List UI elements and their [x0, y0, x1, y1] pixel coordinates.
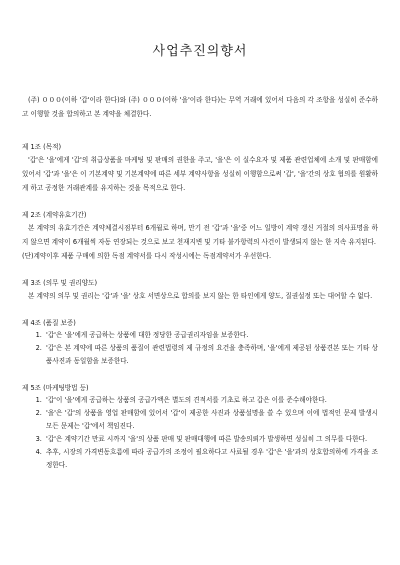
list-item: 2. '갑'은 본 계약에 따른 상품의 품질이 관련법령의 제 규정의 요건을 충족하며, '을'에게 제공된 상품견본 또는 기타 상품사진과 동일함을 보증한다.: [44, 342, 378, 368]
article-4: [22, 317, 378, 368]
article-1: [22, 141, 378, 195]
article-4-title: 제 4조 (품질 보증): [22, 319, 76, 327]
document-title: 사업추진의향서: [152, 44, 248, 59]
list-item: 2. '을'은 '갑'의 상품을 영업 판매함에 있어서 '갑'이 제공한 사진과 상품설명을 쓸 수 있으며 이에 법적인 문제 발생시 모든 문제는 '갑'에서 책임진다.: [44, 407, 378, 433]
article-4-list: [22, 329, 378, 368]
list-item: 3. '갑'은 계약기간 만료 시까지 '을'의 상품 판매 및 판매대행에 따른 발송의뢰가 발생하면 성실히 그 의무를 다한다.: [44, 433, 378, 446]
article-5-list: [22, 394, 378, 472]
article-2: [22, 209, 378, 263]
article-2-body: 본 계약의 유효기간은 계약체결시점부터 6개월로 하며, 만기 전 '갑'과 '을'중 어느 일방이 계약 갱신 거절의 의사표명을 하지 않으면 계약이 6개월씩 자동 연장되는 것으로 보고 천재지변 및 기타 불가항력의 사건이 발생되지 않는 한 지속 유지된다.: [22, 224, 378, 246]
article-1-title: 제 1조 (목적): [22, 143, 62, 151]
article-3: [22, 277, 378, 303]
list-item: 1. '갑'이 '을'에게 공급하는 상품의 공급가액은 별도의 견적서를 기초로 하고 갑은 이를 준수해야한다.: [44, 394, 378, 407]
article-3-title: 제 3조 (의무 및 권리양도): [22, 279, 98, 287]
article-3-body: 본 계약의 의무 및 권리는 '갑'과 '을' 상호 서면상으로 합의를 보지 않는 한 타인에게 양도, 질권설정 또는 대여할 수 없다.: [28, 292, 373, 300]
list-item: 4. 추후, 시장의 가격변동흐름에 따라 공급가의 조정이 필요하다고 사료될 경우 '갑'은 '을'과의 상호합의하에 가격을 조정한다.: [44, 446, 378, 472]
intro-paragraph: (주) ０００(이하 '갑'이라 한다)와 (주) ０００(이하 '을'이라 한다)는 무역 거래에 있어서 다음의 각 조항을 성실히 준수하고 이행할 것을 합의하고 본 계약을 체결한다.: [22, 96, 378, 118]
list-item: 1. '갑'은 '을'에게 공급하는 상품에 대한 정당한 공급권리자임을 보증한다.: [44, 329, 378, 342]
article-1-body: '갑'은 '을'에게 '갑'의 취급상품을 마케팅 및 판매의 권한을 주고, '을'은 이 실수요자 및 제품 관련업체에 소개 및 판매함에 있어서 '갑'과 '을'은 이 기본계약 및 기본계약에 따른 세부 계약사항을 성실히 이행함으로써 '갑', '을'간의 상호 협의를 원활하게 하고 공정한 거래관계를 유지하는 것을 목적으로 한다.: [22, 156, 378, 192]
article-2-title: 제 2조 (계약유효기간): [22, 211, 87, 219]
article-5: [22, 382, 378, 472]
article-5-title: 제 5조 (마케팅방법 등): [22, 384, 89, 392]
article-2-note: (단)계약이후 제품 구매에 의한 독점 계약서를 다시 작성시에는 독점계약서가 우선한다.: [22, 252, 272, 260]
